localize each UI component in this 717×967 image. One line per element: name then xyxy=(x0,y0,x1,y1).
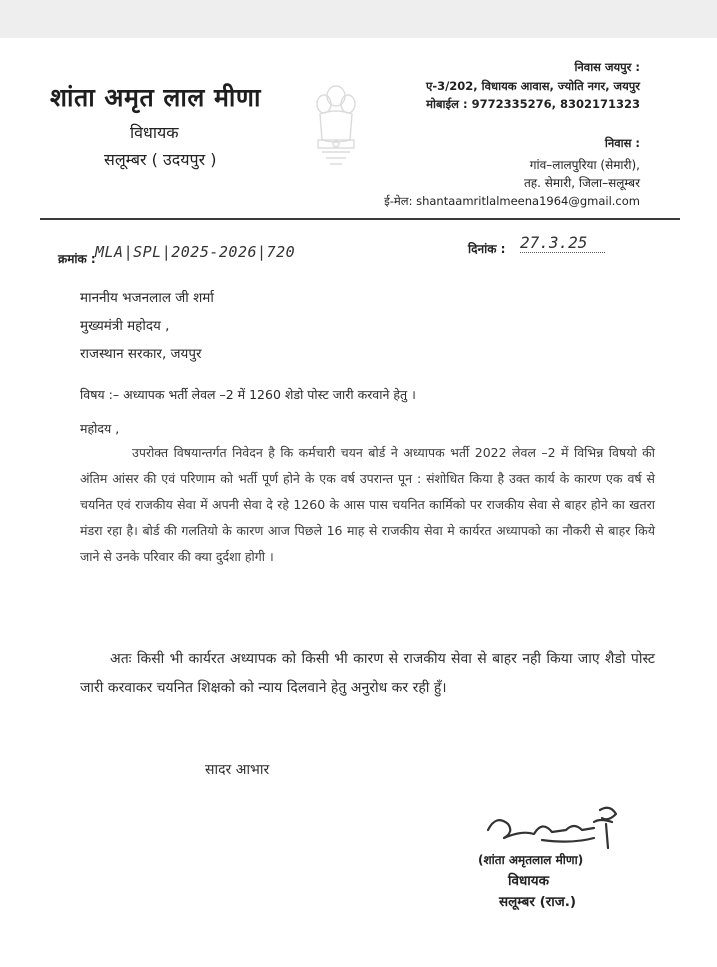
sender-name: शांता अमृत लाल मीणा xyxy=(50,83,261,112)
handwritten-signature xyxy=(482,800,642,856)
closing-remark: सादर आभार xyxy=(205,762,270,778)
jaipur-address-heading: निवास जयपुर : xyxy=(574,60,640,74)
signatory-title: विधायक xyxy=(508,873,549,889)
jaipur-address-line: ए-3/202, विधायक आवास, ज्योति नगर, जयपुर xyxy=(425,79,640,93)
signatory-name: (शांता अमृतलाल मीणा) xyxy=(478,853,584,867)
date-value: 27.3.25 xyxy=(520,233,605,253)
village-address-line1: गांव–लालपुरिया (सेमारी), xyxy=(529,158,640,172)
sender-title: विधायक xyxy=(130,123,179,142)
village-address-heading: निवास : xyxy=(604,136,640,150)
letter-subject: विषय :– अध्यापक भर्ती लेवल –2 में 1260 शेडो पोस्ट जारी करवाने हेतु । xyxy=(80,387,416,402)
email-address: ई-मेल: shantaamritlalmeena1964@gmail.com xyxy=(384,194,640,208)
state-emblem-icon xyxy=(312,82,360,174)
body-paragraph-2: अतः किसी भी कार्यरत अध्यापक को किसी भी कारण से राजकीय सेवा से बाहर नही किया जाए शैडो पोस्ट जारी करवाकर चयनित शिक्षको को न्याय दिलवाने हेतु अनुरोध कर रही हुँ। xyxy=(80,651,655,696)
header-divider xyxy=(40,218,680,220)
village-address-line2: तह. सेमारी, जिला–सलूम्बर xyxy=(523,176,640,190)
recipient-office: राजस्थान सरकार, जयपुर xyxy=(80,346,202,362)
sender-constituency: सलूम्बर ( उदयपुर ) xyxy=(104,150,217,169)
recipient-name: माननीय भजनलाल जी शर्मा xyxy=(80,290,214,306)
reference-label: क्रमांक : xyxy=(58,252,96,266)
date-label: दिनांक : xyxy=(468,242,506,256)
reference-number: MLA|SPL|2025-2026|720 xyxy=(95,243,296,261)
salutation: महोदय , xyxy=(80,421,120,436)
signatory-place: सलूम्बर (राज.) xyxy=(499,894,577,910)
recipient-designation: मुख्यमंत्री महोदय , xyxy=(80,318,170,334)
top-band xyxy=(0,0,717,38)
body-paragraph-1: उपरोक्त विषयान्तर्गत निवेदन है कि कर्मचारी चयन बोर्ड ने अध्यापक भर्ती 2022 लेवल –2 में विभिन्न विषयो की अंतिम आंसर की एवं परिणाम को भर्ती पूर्ण होने के एक वर्ष उपरान्त पून : संशोधित किया है उक्त कार्य के कारण एक वर्ष से चयनित एवं राजकीय सेवा में अपनी सेवा दे रहे 1260 के आस पास चयनित कार्मिको पर राजकीय सेवा से बाहर होने का खतरा मंडरा रहा है। बोर्ड की गलतियो के कारण आज पिछले 16 माह से राजकीय सेवा मे कार्यरत अध्यापको का नौकरी से बाहर किये जाने से उनके परिवार की क्या दुर्दशा होगी । xyxy=(80,445,655,564)
mobile-numbers: मोबाईल : 9772335276, 8302171323 xyxy=(426,97,640,111)
